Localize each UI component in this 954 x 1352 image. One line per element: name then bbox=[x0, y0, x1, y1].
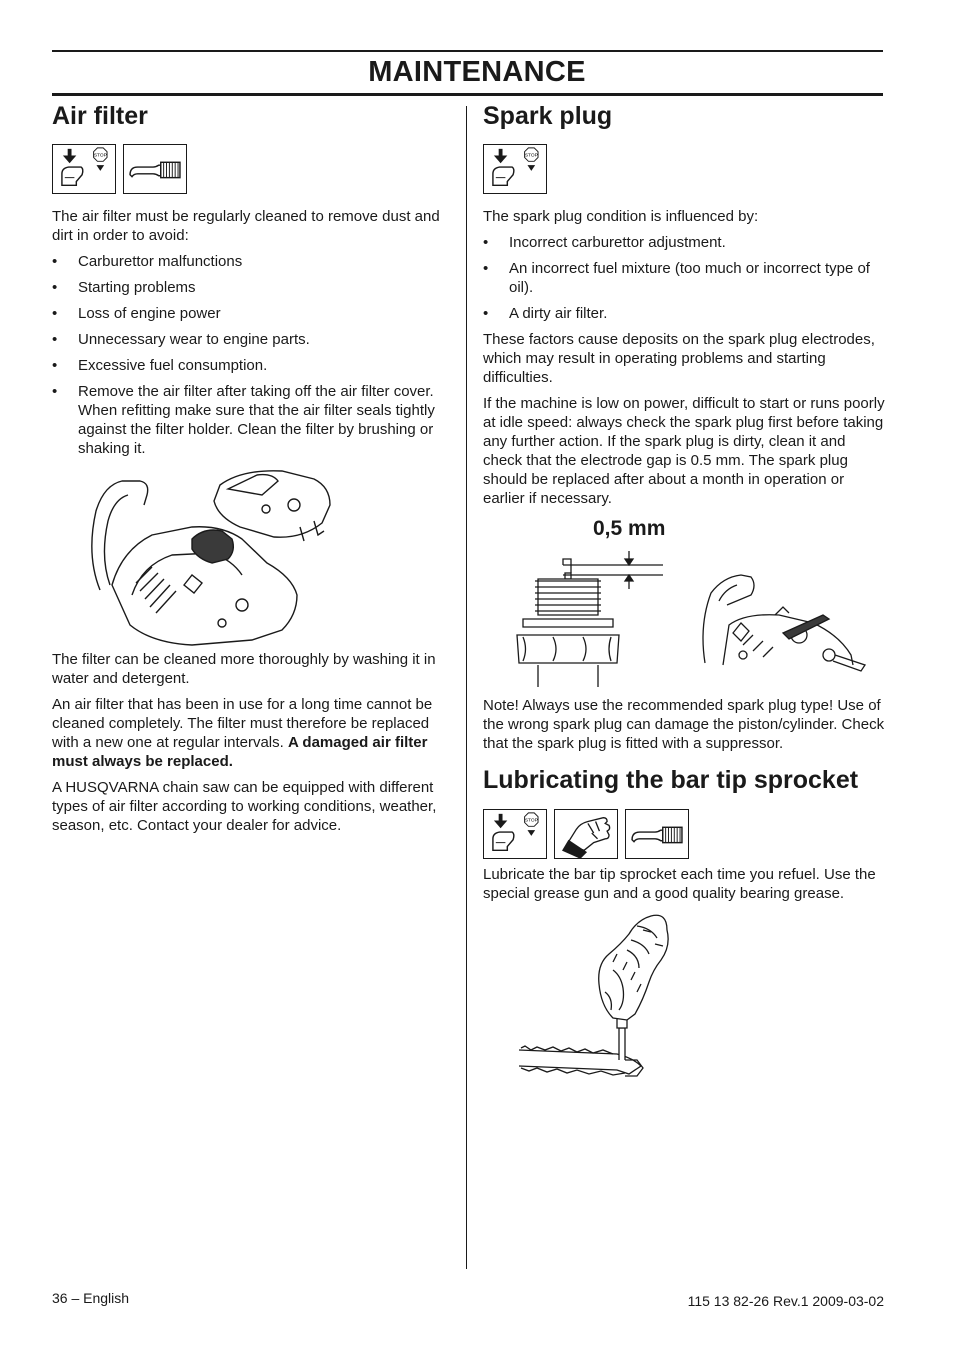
air-filter-section bbox=[52, 100, 452, 842]
spark-plug-heading: Spark plug bbox=[483, 102, 613, 130]
header-rule-bottom bbox=[52, 93, 883, 96]
page-title: MAINTENANCE bbox=[368, 56, 586, 88]
air-filter-replace-text: An air filter that has been in use for a long time cannot be cleaned completely. The filter must therefore be replaced with a new one at regular intervals. A damaged air filter must always be replaced. bbox=[52, 696, 433, 770]
stop-engine-icon bbox=[483, 809, 547, 859]
list-item: • Carburettor malfunctions bbox=[52, 252, 452, 271]
air-filter-list bbox=[52, 252, 452, 458]
spark-plug-deposits-text: These factors cause deposits on the spark plug electrodes, which may result in operating problems and starting difficulties. bbox=[483, 331, 875, 386]
svg-text:STOP: STOP bbox=[524, 818, 538, 824]
bar-tip-heading: Lubricating the bar tip sprocket bbox=[483, 766, 859, 794]
spark-plug-section bbox=[483, 100, 885, 1088]
spark-plug-check-text: If the machine is low on power, difficult to start or runs poorly at idle speed: always check the spark plug first before taking any further action. If the spark plug is dirty, clean it and check that the electrode gap is 0.5 mm. The spark plug should be replaced after about a month in operation or earlier if necessary. bbox=[483, 395, 885, 507]
air-filter-warning: A damaged air filter must always be replaced. bbox=[52, 734, 428, 770]
chainsaw-air-filter-illustration bbox=[52, 465, 352, 650]
grease-gun-illustration bbox=[517, 910, 717, 1088]
spark-plug-note: Note! Always use the recommended spark plug type! Use of the wrong spark plug can damage the piston/cylinder. Check that the spark plug is fitted with a suppressor. bbox=[483, 697, 885, 752]
air-filter-wash-text: The filter can be cleaned more thoroughly by washing it in water and detergent. bbox=[52, 651, 436, 687]
svg-text:STOP: STOP bbox=[93, 153, 107, 159]
list-item: • Incorrect carburettor adjustment. bbox=[483, 233, 885, 252]
bar-tip-text: Lubricate the bar tip sprocket each time you refuel. Use the special grease gun and a good quality bearing grease. bbox=[483, 866, 876, 902]
spark-plug-symbols bbox=[483, 144, 885, 194]
footer-page-number: 36 – English bbox=[52, 1290, 130, 1306]
air-filter-types-text: A HUSQVARNA chain saw can be equipped with different types of air filter according to working conditions, weather, season, etc. Contact your dealer for advice. bbox=[52, 779, 437, 834]
air-filter-heading: Air filter bbox=[52, 102, 148, 130]
stop-engine-icon bbox=[483, 144, 547, 194]
list-item: • Excessive fuel consumption. bbox=[52, 356, 452, 375]
list-item: • An incorrect fuel mixture (too much or incorrect type of oil). bbox=[483, 259, 885, 297]
bar-tip-symbols bbox=[483, 809, 885, 859]
header-rule-top bbox=[52, 50, 883, 52]
footer-doc-id: 115 13 82-26 Rev.1 2009-03-02 bbox=[687, 1293, 884, 1309]
list-item: • Loss of engine power bbox=[52, 304, 452, 323]
glove-icon bbox=[554, 809, 618, 859]
spark-plug-illustration bbox=[483, 515, 885, 687]
air-filter-symbols bbox=[52, 144, 452, 194]
svg-text:STOP: STOP bbox=[524, 153, 538, 159]
spark-plug-intro: The spark plug condition is influenced by: bbox=[483, 208, 759, 225]
spark-plug-list bbox=[483, 233, 885, 323]
list-item: • Starting problems bbox=[52, 278, 452, 297]
list-item: • Remove the air filter after taking off the air filter cover. When refitting make sure that the air filter seals tightly against the filter holder. Clean the filter by brushing or shaking it. bbox=[52, 382, 452, 458]
air-filter-intro: The air filter must be regularly cleaned to remove dust and dirt in order to avoid: bbox=[52, 208, 440, 244]
brush-icon bbox=[123, 144, 187, 194]
stop-engine-icon bbox=[52, 144, 116, 194]
brush-icon bbox=[625, 809, 689, 859]
list-item: • A dirty air filter. bbox=[483, 304, 885, 323]
list-item: • Unnecessary wear to engine parts. bbox=[52, 330, 452, 349]
column-divider bbox=[466, 106, 467, 1269]
gap-label: 0,5 mm bbox=[593, 517, 666, 540]
